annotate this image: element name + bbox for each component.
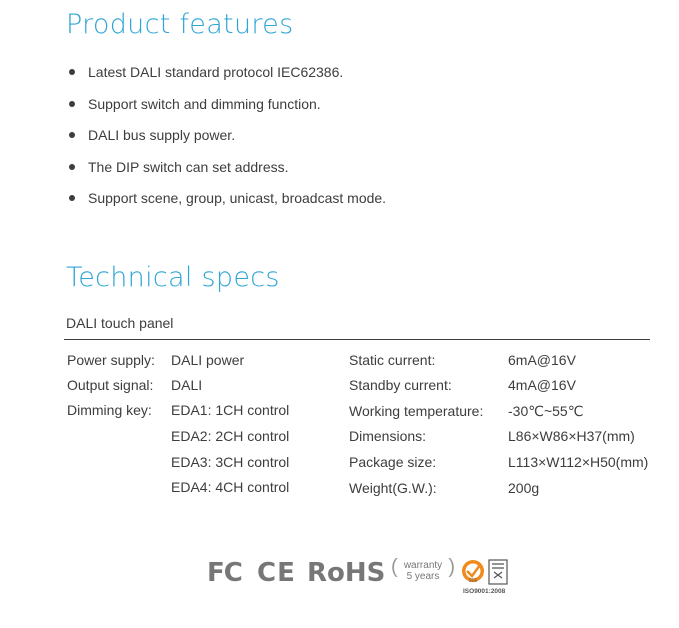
sgs-iso-mark-icon <box>461 558 519 588</box>
divider <box>64 339 650 340</box>
feature-item: DALI bus supply power. <box>68 125 386 157</box>
certification-logos <box>207 556 517 600</box>
rohs-logo: RoHS <box>307 558 386 588</box>
feature-item: Latest DALI standard protocol IEC62386. <box>68 62 386 94</box>
iso-text: ISO9001:2008 <box>463 588 506 595</box>
ce-logo: CE <box>257 558 296 588</box>
bracket-left-icon: ( <box>391 556 398 578</box>
sgs-text: SGS <box>468 578 478 583</box>
spec-label: Dimming key: <box>67 402 152 418</box>
spec-label: Dimensions: <box>349 428 427 444</box>
spec-label: Weight(G.W.): <box>349 480 437 496</box>
feature-item: Support scene, group, unicast, broadcast mode. <box>68 188 386 220</box>
spec-value: EDA4: 4CH control <box>171 479 290 495</box>
feature-item: The DIP switch can set address. <box>68 157 386 189</box>
warranty-years: 5 years <box>406 571 440 582</box>
spec-value: 200g <box>508 480 540 496</box>
spec-value: EDA2: 2CH control <box>171 428 290 444</box>
spec-value: 6mA@16V <box>508 352 576 368</box>
spec-label: Standby current: <box>349 377 452 393</box>
spec-value: L86×W86×H37(mm) <box>508 428 635 444</box>
spec-value: 4mA@16V <box>508 377 576 393</box>
spec-value: DALI power <box>171 352 245 368</box>
spec-label: Power supply: <box>67 352 155 368</box>
features-list <box>68 62 386 220</box>
spec-label: Working temperature: <box>349 403 484 419</box>
spec-value: EDA1: 1CH control <box>171 402 290 418</box>
fc-logo: FC <box>207 558 242 588</box>
product-features-heading: Product features <box>66 9 294 40</box>
spec-value: -30℃~55℃ <box>508 403 584 419</box>
feature-item: Support switch and dimming function. <box>68 94 386 126</box>
spec-value: L113×W112×H50(mm) <box>508 454 649 470</box>
specs-subtitle: DALI touch panel <box>66 315 174 331</box>
spec-label: Package size: <box>349 454 437 470</box>
spec-label: Output signal: <box>67 377 154 393</box>
bracket-right-icon: ) <box>448 556 455 578</box>
spec-label: Static current: <box>349 352 436 368</box>
iso-certification <box>461 558 519 598</box>
technical-specs-heading: Technical specs <box>66 262 280 293</box>
warranty-badge <box>391 556 455 582</box>
warranty-label: warranty <box>403 560 443 571</box>
spec-value: DALI <box>171 377 203 393</box>
spec-value: EDA3: 3CH control <box>171 454 290 470</box>
